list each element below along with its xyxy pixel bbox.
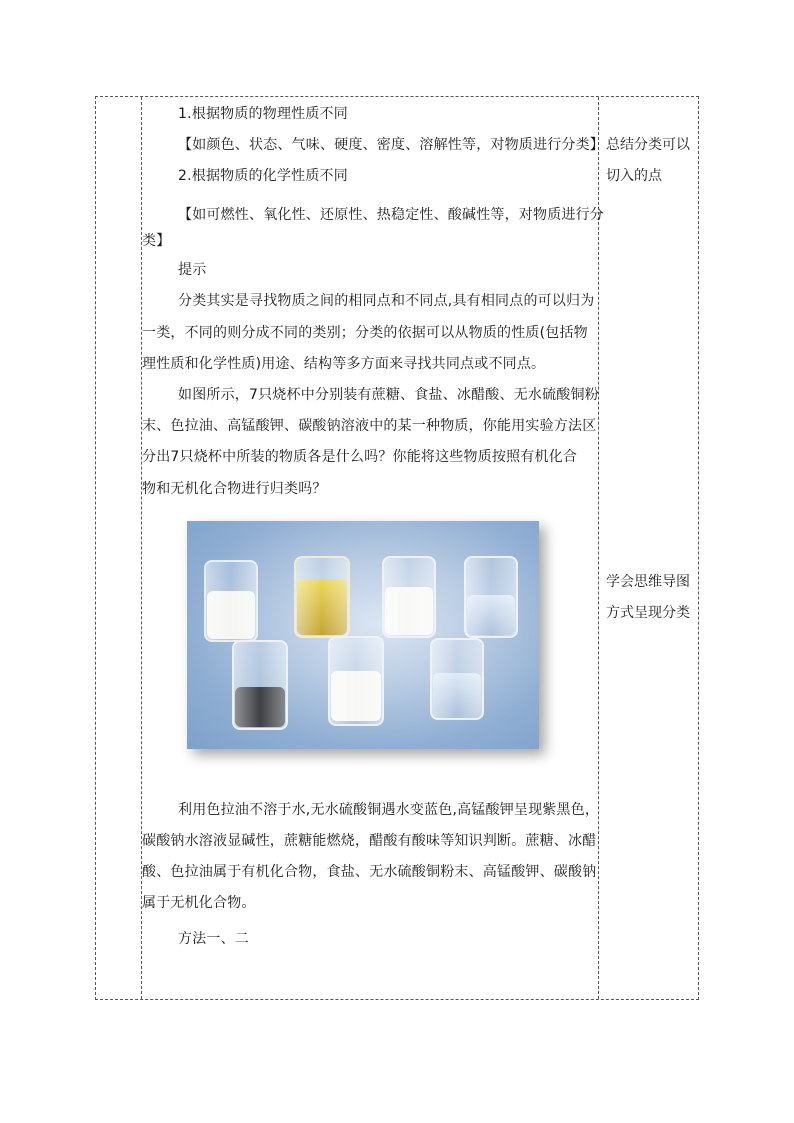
point-1-heading: 1.根据物质的物理性质不同 [178,106,348,122]
answer-line2: 碳酸钠水溶液显碱性，蔗糖能燃烧，醋酸有酸味等知识判断。蔗糖、冰醋 [142,833,597,849]
hint-text-line1: 分类其实是寻找物质之间的相同点和不同点,具有相同点的可以归为 [178,293,595,309]
note-2-line2: 方式呈现分类 [606,605,690,621]
notes-column [599,97,699,999]
lesson-table [95,96,699,1000]
question-line3: 分出7只烧杯中所装的物质各是什么吗？你能将这些物质按照有机化合 [142,449,578,465]
beaker-white-powder-1 [205,561,257,641]
point-2-detail-line2: 类】 [142,233,171,249]
beaker-white-powder-2 [383,557,435,637]
hint-heading: 提示 [178,262,207,278]
beaker-clear-1 [465,557,517,637]
note-1-line1: 总结分类可以 [606,137,690,153]
point-2-detail-line1: 【如可燃性、氧化性、还原性、热稳定性、酸碱性等，对物质进行分 [178,207,604,223]
note-1-line2: 切入的点 [606,168,662,184]
beakers-photo [187,521,539,749]
beaker-dark-crystals [233,641,287,729]
beaker-clear-2 [431,639,483,719]
question-line4: 物和无机化合物进行归类吗？ [142,481,327,497]
hint-text-line2: 一类，不同的则分成不同的类别；分类的依据可以从物质的性质(包括物 [142,325,588,341]
beaker-oil [295,557,349,637]
beaker-white-powder-3 [329,637,383,725]
answer-line1: 利用色拉油不溶于水,无水硫酸铜遇水变蓝色,高锰酸钾呈现紫黑色， [178,802,600,818]
point-2-heading: 2.根据物质的化学性质不同 [178,168,348,184]
note-2-line1: 学会思维导图 [606,574,690,590]
answer-line4: 属于无机化合物。 [142,895,256,911]
method-line: 方法一、二 [178,931,249,947]
point-1-detail: 【如颜色、状态、气味、硬度、密度、溶解性等，对物质进行分类】 [178,137,604,153]
content-column [142,97,604,999]
question-line1: 如图所示，7只烧杯中分别装有蔗糖、食盐、冰醋酸、无水硫酸铜粉 [178,387,599,403]
hint-text-line3: 理性质和化学性质)用途、结构等多方面来寻找共同点或不同点。 [142,356,546,372]
answer-line3: 酸、色拉油属于有机化合物，食盐、无水硫酸铜粉末、高锰酸钾、碳酸钠 [142,864,597,880]
question-line2: 末、色拉油、高锰酸钾、碳酸钠溶液中的某一种物质，你能用实验方法区 [142,418,597,434]
